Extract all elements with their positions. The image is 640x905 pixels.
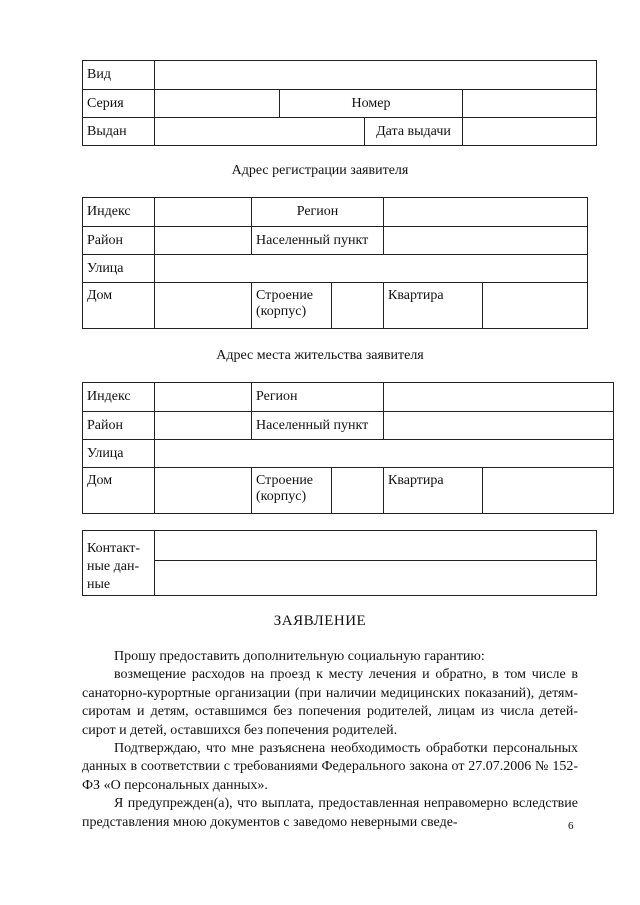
reg-building-label: Строение (корпус) xyxy=(252,283,332,329)
statement-title: ЗАЯВЛЕНИЕ xyxy=(273,613,367,629)
identity-document-table xyxy=(82,60,597,146)
doc-number-field[interactable] xyxy=(463,90,597,118)
res-street-field[interactable] xyxy=(155,440,614,468)
doc-issue-date-field[interactable] xyxy=(463,118,597,146)
res-building-field[interactable] xyxy=(332,468,384,514)
registration-address-table xyxy=(82,197,588,329)
res-locality-field[interactable] xyxy=(384,412,614,440)
doc-series-field[interactable] xyxy=(155,90,280,118)
res-apartment-field[interactable] xyxy=(483,468,614,514)
reg-region-label: Регион xyxy=(252,198,384,227)
doc-series-label: Серия xyxy=(83,90,155,118)
page-number: 6 xyxy=(568,820,574,832)
statement-text xyxy=(82,648,578,832)
reg-street-field[interactable] xyxy=(155,255,588,283)
statement-request-body: возмещение расходов на проезд к месту лечения и обратно, в том числе в санаторно-курортные организации (при наличии медицинских показаний), детям-сиротам и детям, оставшимся без попечения родителей, лицам из числа детей-сирот и детей, оставшихся без попечения родителей. xyxy=(82,667,578,738)
res-region-field[interactable] xyxy=(384,383,614,412)
reg-locality-field[interactable] xyxy=(384,227,588,255)
reg-region-field[interactable] xyxy=(384,198,588,227)
res-district-label: Район xyxy=(83,412,155,440)
residence-address-heading: Адрес места жительства заявителя xyxy=(216,348,424,363)
reg-index-field[interactable] xyxy=(155,198,252,227)
res-district-field[interactable] xyxy=(155,412,252,440)
res-apartment-label: Квартира xyxy=(384,468,483,514)
doc-type-field[interactable] xyxy=(155,61,597,90)
statement-request-line: Прошу предоставить дополнительную социальную гарантию: xyxy=(114,649,485,664)
res-region-label: Регион xyxy=(252,383,384,412)
doc-issued-label: Выдан xyxy=(83,118,155,146)
reg-street-label: Улица xyxy=(83,255,155,283)
reg-index-label: Индекс xyxy=(83,198,155,227)
reg-locality-label: Населенный пункт xyxy=(252,227,384,255)
residence-address-table xyxy=(82,382,614,514)
reg-apartment-field[interactable] xyxy=(483,283,588,329)
res-locality-label: Населенный пункт xyxy=(252,412,384,440)
doc-number-label: Номер xyxy=(280,90,463,118)
reg-house-label: Дом xyxy=(83,283,155,329)
doc-issue-date-label: Дата выдачи xyxy=(365,118,463,146)
contacts-label: Контакт- ные дан- ные xyxy=(83,531,155,596)
doc-issued-field[interactable] xyxy=(155,118,365,146)
res-street-label: Улица xyxy=(83,440,155,468)
contacts-table xyxy=(82,530,597,596)
reg-building-field[interactable] xyxy=(332,283,384,329)
res-house-field[interactable] xyxy=(155,468,252,514)
reg-district-label: Район xyxy=(83,227,155,255)
contacts-field-1[interactable] xyxy=(155,531,597,561)
res-building-label: Строение (корпус) xyxy=(252,468,332,514)
res-house-label: Дом xyxy=(83,468,155,514)
reg-apartment-label: Квартира xyxy=(384,283,483,329)
res-index-field[interactable] xyxy=(155,383,252,412)
res-index-label: Индекс xyxy=(83,383,155,412)
reg-district-field[interactable] xyxy=(155,227,252,255)
statement-consent: Подтверждаю, что мне разъяснена необходимость обработки персональных данных в соответствии с требованиями Федерального закона от 27.07.2006 № 152-ФЗ «О персональных данных». xyxy=(82,741,578,793)
statement-warning: Я предупрежден(а), что выплата, предоставленная неправомерно вследствие представления мною документов с заведомо неверными сведе- xyxy=(82,796,578,830)
reg-house-field[interactable] xyxy=(155,283,252,329)
registration-address-heading: Адрес регистрации заявителя xyxy=(231,163,409,178)
contacts-field-2[interactable] xyxy=(155,561,597,596)
doc-type-label: Вид xyxy=(83,61,155,90)
